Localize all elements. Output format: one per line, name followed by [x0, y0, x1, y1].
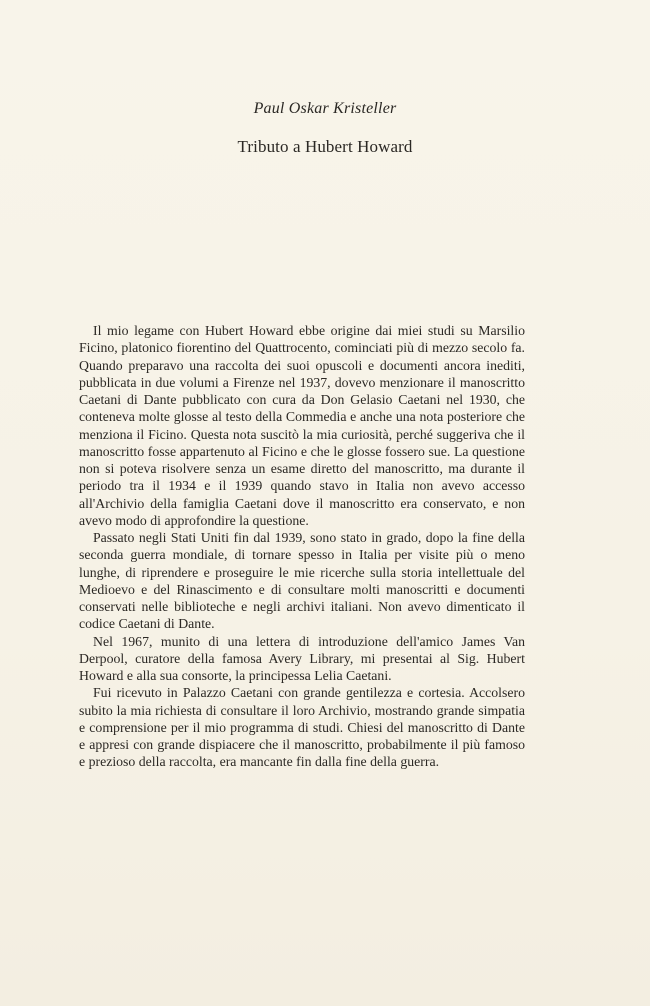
- article-title: Tributo a Hubert Howard: [237, 137, 413, 156]
- paragraph-1: Il mio legame con Hubert Howard ebbe origine dai miei studi su Marsilio Ficino, platonico fiorentino del Quattrocento, cominciati più di mezzo secolo fa. Quando preparavo una raccolta dei suoi opuscoli e documenti ancora inediti, pubblicata in due volumi a Firenze nel 1937, dovevo menzionare il manoscritto Caetani di Dante pubblicato con cura da Don Gelasio Caetani nel 1930, che conteneva molte glosse al testo della Commedia e anche una nota posteriore che menziona il Ficino. Questa nota suscitò la mia curiosità, perché suggeriva che il manoscritto fosse appartenuto al Ficino e che le glosse fossero sue. La questione non si poteva risolvere senza un esame diretto del manoscritto, ma durante il periodo tra il 1934 e il 1939 quando stavo in Italia non avevo accesso all'Archivio della famiglia Caetani dove il manoscritto era conservato, e non avevo modo di approfondire la questione.: [79, 323, 525, 528]
- article-body: [79, 322, 525, 771]
- author-name: Paul Oskar Kristeller: [253, 100, 397, 117]
- paragraph-2: Passato negli Stati Uniti fin dal 1939, sono stato in grado, dopo la fine della seconda guerra mondiale, di tornare spesso in Italia per visite più o meno lunghe, di riprendere e proseguire le mie ricerche sulla storia intellettuale del Medioevo e del Rinascimento e di consultare molti manoscritti e documenti conservati nelle biblioteche e negli archivi italiani. Non avevo dimenticato il codice Caetani di Dante.: [79, 530, 525, 632]
- paragraph-4: Fui ricevuto in Palazzo Caetani con grande gentilezza e cortesia. Accolsero subito la mia richiesta di consultare il loro Archivio, mostrando grande simpatia e comprensione per il mio programma di studi. Chiesi del manoscritto di Dante e appresi con grande dispiacere che il manoscritto, probabilmente il più famoso e prezioso della raccolta, era mancante fin dalla fine della guerra.: [79, 685, 525, 770]
- paragraph-3: Nel 1967, munito di una lettera di introduzione dell'amico James Van Derpool, curatore della famosa Avery Library, mi presentai al Sig. Hubert Howard e alla sua consorte, la principessa Lelia Caetani.: [79, 633, 525, 683]
